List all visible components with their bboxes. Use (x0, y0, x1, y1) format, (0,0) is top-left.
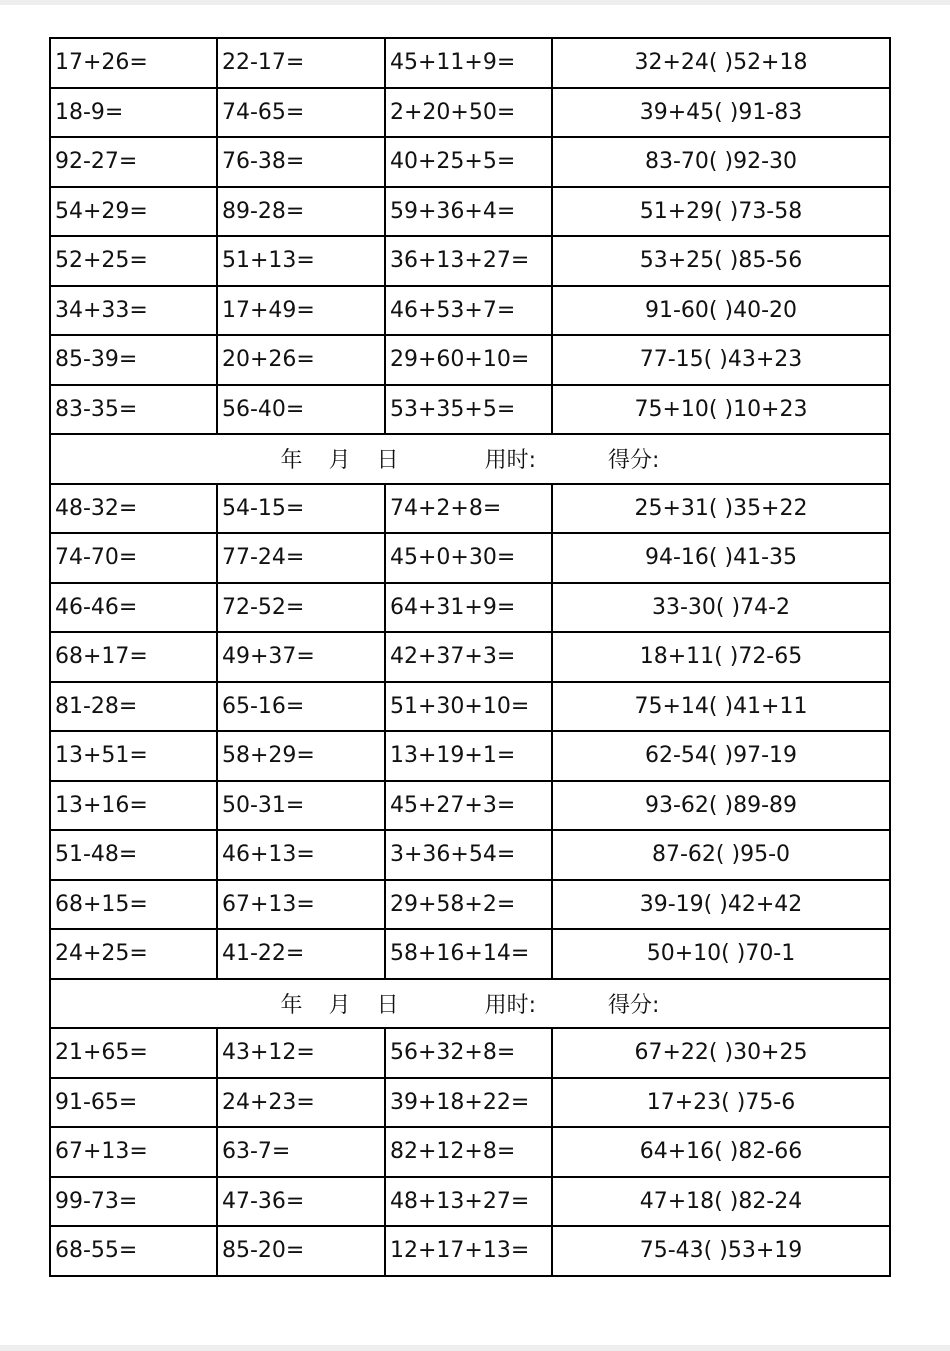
three-number-problem: 40+25+5= (385, 137, 552, 187)
table-row (50, 1078, 890, 1128)
table-row (50, 385, 890, 435)
three-number-problem: 3+36+54= (385, 830, 552, 880)
score-label: 得分: (608, 448, 660, 474)
two-number-problem: 49+37= (217, 632, 385, 682)
two-number-problem: 54+29= (50, 187, 217, 237)
comparison-problem: 77-15( )43+23 (552, 335, 890, 385)
three-number-problem: 39+18+22= (385, 1078, 552, 1128)
table-row (50, 583, 890, 633)
table-row (50, 830, 890, 880)
two-number-problem: 52+25= (50, 236, 217, 286)
comparison-problem: 39+45( )91-83 (552, 88, 890, 138)
comparison-problem: 39-19( )42+42 (552, 880, 890, 930)
day-label: 日 (376, 992, 399, 1018)
three-number-problem: 13+19+1= (385, 731, 552, 781)
two-number-problem: 65-16= (217, 682, 385, 732)
date-score-header (50, 979, 890, 1029)
two-number-problem: 13+16= (50, 781, 217, 831)
day-label: 日 (376, 448, 399, 474)
two-number-problem: 48-32= (50, 484, 217, 534)
comparison-problem: 50+10( )70-1 (552, 929, 890, 979)
two-number-problem: 67+13= (50, 1127, 217, 1177)
year-label: 年 (280, 448, 303, 474)
comparison-problem: 33-30( )74-2 (552, 583, 890, 633)
three-number-problem: 45+27+3= (385, 781, 552, 831)
three-number-problem: 45+0+30= (385, 533, 552, 583)
worksheet-table (49, 37, 891, 1277)
comparison-problem: 87-62( )95-0 (552, 830, 890, 880)
two-number-problem: 68+17= (50, 632, 217, 682)
comparison-problem: 67+22( )30+25 (552, 1028, 890, 1078)
three-number-problem: 29+58+2= (385, 880, 552, 930)
two-number-problem: 63-7= (217, 1127, 385, 1177)
three-number-problem: 12+17+13= (385, 1226, 552, 1276)
worksheet-page (0, 5, 950, 1345)
two-number-problem: 21+65= (50, 1028, 217, 1078)
three-number-problem: 36+13+27= (385, 236, 552, 286)
two-number-problem: 56-40= (217, 385, 385, 435)
two-number-problem: 74-65= (217, 88, 385, 138)
score-label: 得分: (608, 992, 660, 1018)
two-number-problem: 50-31= (217, 781, 385, 831)
table-row (50, 1177, 890, 1227)
two-number-problem: 89-28= (217, 187, 385, 237)
two-number-problem: 58+29= (217, 731, 385, 781)
table-row (50, 38, 890, 88)
table-row (50, 484, 890, 534)
table-row (50, 682, 890, 732)
comparison-problem: 83-70( )92-30 (552, 137, 890, 187)
two-number-problem: 77-24= (217, 533, 385, 583)
two-number-problem: 18-9= (50, 88, 217, 138)
two-number-problem: 76-38= (217, 137, 385, 187)
comparison-problem: 91-60( )40-20 (552, 286, 890, 336)
table-row (50, 236, 890, 286)
three-number-problem: 29+60+10= (385, 335, 552, 385)
three-number-problem: 59+36+4= (385, 187, 552, 237)
two-number-problem: 17+26= (50, 38, 217, 88)
table-row (50, 1028, 890, 1078)
three-number-problem: 42+37+3= (385, 632, 552, 682)
two-number-problem: 67+13= (217, 880, 385, 930)
two-number-problem: 74-70= (50, 533, 217, 583)
two-number-problem: 51-48= (50, 830, 217, 880)
two-number-problem: 46+13= (217, 830, 385, 880)
table-row (50, 1127, 890, 1177)
three-number-problem: 51+30+10= (385, 682, 552, 732)
date-score-header-row (50, 979, 890, 1029)
time-used-label: 用时: (484, 448, 537, 474)
three-number-problem: 56+32+8= (385, 1028, 552, 1078)
two-number-problem: 13+51= (50, 731, 217, 781)
two-number-problem: 46-46= (50, 583, 217, 633)
date-score-header (50, 434, 890, 484)
comparison-problem: 17+23( )75-6 (552, 1078, 890, 1128)
comparison-problem: 75+14( )41+11 (552, 682, 890, 732)
month-label: 月 (328, 992, 351, 1018)
two-number-problem: 99-73= (50, 1177, 217, 1227)
table-row (50, 88, 890, 138)
three-number-problem: 58+16+14= (385, 929, 552, 979)
comparison-problem: 53+25( )85-56 (552, 236, 890, 286)
comparison-problem: 62-54( )97-19 (552, 731, 890, 781)
comparison-problem: 75-43( )53+19 (552, 1226, 890, 1276)
table-row (50, 187, 890, 237)
comparison-problem: 51+29( )73-58 (552, 187, 890, 237)
two-number-problem: 54-15= (217, 484, 385, 534)
two-number-problem: 22-17= (217, 38, 385, 88)
table-row (50, 880, 890, 930)
table-row (50, 533, 890, 583)
two-number-problem: 92-27= (50, 137, 217, 187)
two-number-problem: 68-55= (50, 1226, 217, 1276)
two-number-problem: 20+26= (217, 335, 385, 385)
two-number-problem: 72-52= (217, 583, 385, 633)
two-number-problem: 43+12= (217, 1028, 385, 1078)
two-number-problem: 85-39= (50, 335, 217, 385)
table-row (50, 731, 890, 781)
three-number-problem: 48+13+27= (385, 1177, 552, 1227)
table-row (50, 1226, 890, 1276)
year-label: 年 (280, 992, 303, 1018)
comparison-problem: 18+11( )72-65 (552, 632, 890, 682)
comparison-problem: 93-62( )89-89 (552, 781, 890, 831)
three-number-problem: 2+20+50= (385, 88, 552, 138)
table-row (50, 137, 890, 187)
three-number-problem: 82+12+8= (385, 1127, 552, 1177)
month-label: 月 (328, 448, 351, 474)
three-number-problem: 64+31+9= (385, 583, 552, 633)
two-number-problem: 81-28= (50, 682, 217, 732)
three-number-problem: 46+53+7= (385, 286, 552, 336)
two-number-problem: 91-65= (50, 1078, 217, 1128)
two-number-problem: 68+15= (50, 880, 217, 930)
comparison-problem: 75+10( )10+23 (552, 385, 890, 435)
three-number-problem: 53+35+5= (385, 385, 552, 435)
time-used-label: 用时: (484, 992, 537, 1018)
two-number-problem: 85-20= (217, 1226, 385, 1276)
three-number-problem: 45+11+9= (385, 38, 552, 88)
two-number-problem: 34+33= (50, 286, 217, 336)
table-row (50, 286, 890, 336)
two-number-problem: 24+23= (217, 1078, 385, 1128)
date-score-header-row (50, 434, 890, 484)
table-row (50, 929, 890, 979)
two-number-problem: 41-22= (217, 929, 385, 979)
two-number-problem: 83-35= (50, 385, 217, 435)
comparison-problem: 64+16( )82-66 (552, 1127, 890, 1177)
two-number-problem: 47-36= (217, 1177, 385, 1227)
two-number-problem: 24+25= (50, 929, 217, 979)
comparison-problem: 25+31( )35+22 (552, 484, 890, 534)
two-number-problem: 17+49= (217, 286, 385, 336)
comparison-problem: 32+24( )52+18 (552, 38, 890, 88)
comparison-problem: 47+18( )82-24 (552, 1177, 890, 1227)
comparison-problem: 94-16( )41-35 (552, 533, 890, 583)
table-row (50, 632, 890, 682)
three-number-problem: 74+2+8= (385, 484, 552, 534)
two-number-problem: 51+13= (217, 236, 385, 286)
table-row (50, 781, 890, 831)
table-row (50, 335, 890, 385)
